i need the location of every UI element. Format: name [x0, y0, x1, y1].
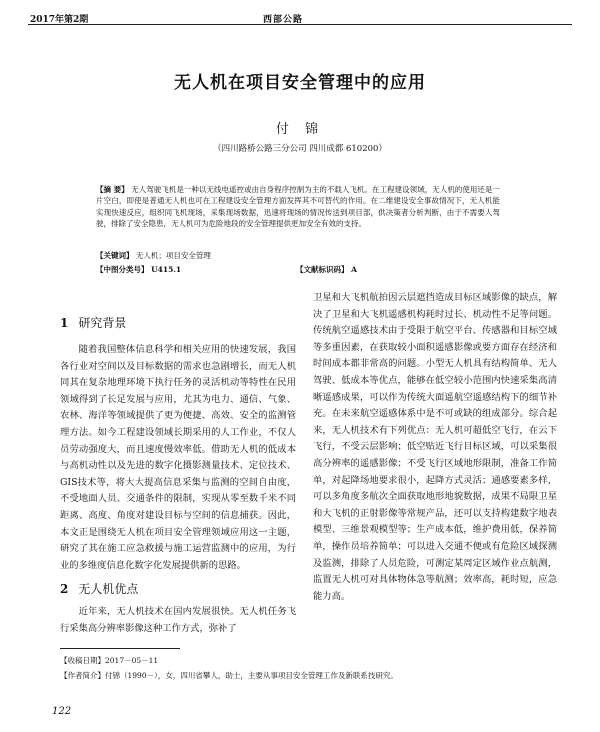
keywords-text: 无人机；项目安全管理 — [135, 251, 211, 260]
header-issue: 2017年第2期 — [30, 15, 89, 25]
section-number: 1 — [60, 316, 69, 330]
section-heading-2 — [60, 580, 138, 597]
section-title: 研究背景 — [78, 316, 127, 330]
keywords-label: 【关键词】 — [96, 251, 134, 260]
body-paragraph: 近年来，无人机技术在国内发展很快。无人机任务飞行采集高分辨率影像这种工作方式，弥补了 — [60, 606, 296, 634]
doc-code — [296, 264, 357, 275]
author-name: 付 锦 — [275, 122, 325, 137]
keywords — [96, 250, 500, 261]
clc-label: 【中图分类号】 — [96, 265, 149, 274]
body-paragraph: 随着我国整体信息科学和相关应用的快速发展，我国各行业对空间以及目标数据的需求也急剧增长，而无人机同其在复杂地理环境下执行任务的灵活机动等特性在民用领域得到了长足发展与应用，尤其为电力、通信、气象、农林、海洋等领域提供了更为便捷、高效、安全的监测管理方法。如今工程建设领域长期采用的人工作业，不仅人员劳动强度大，而且速度慢效率低。借助无人机的低成本与高机动性以及先进的数字化摄影测量技术、定位技术、GIS技术等，将大大提高信息采集与监测的空间自由度，不受地面人员、交通条件的限制，实现从零至数千米不同距离、高度、角度对建设目标与空间的信息捕获。因此，本文正是围绕无人机在项目安全管理领域应用这一主题，研究了其在施工应急救援与施工运营监测中的应用，为行业的多维度信息化数字化发展提供新的思路。 — [60, 344, 296, 571]
body-column-left-continued — [60, 604, 296, 637]
classification-row — [96, 264, 500, 275]
page-number: 122 — [52, 706, 72, 717]
header-journal-name: 西部公路 — [263, 15, 304, 25]
article-title: 无人机在项目安全管理中的应用 — [174, 73, 426, 93]
doc-code-label: 【文献标识码】 — [296, 265, 349, 274]
abstract-label: 【摘 要】 — [96, 185, 129, 194]
section-title: 无人机优点 — [78, 582, 139, 596]
body-paragraph: 卫星和大飞机航拍因云层遮挡造成目标区域影像的缺点，解决了卫星和大飞机遥感机构耗时过长、机动性不足等问题。传统航空遥感技术由于受限于航空平台、传感器和目标空域等多重因素，在获取较小面积遥感影像或要方面存在经济和时间成本都非常高的问题。小型无人机具有结构简单、无人驾驶、低成本等优点，能够在低空较小范围内快速采集高清晰遥感成果，可以作为传统大面遥航空遥感结构下的细节补充。在未来航空遥感体系中是不可或缺的组成部分。综合起来，无人机技术有下列优点：无人机可超低空飞行，在云下飞行，不受云层影响；低空贴近飞行目标区域，可以采集很高分辨率的遥感影像；不受飞行区域地形限制，准备工作简单，对起降场地要求很小，起降方式灵活；通感要素多样，可以多角度多航次全面获取地形地貌数据，成果不局限卫星和大飞机的正射影像等常规产品，还可以支持构建数字地表模型、三维景观模型等；生产成本低，维护费用低，保养简单，操作员培养简单；可以进入交通不便或有危险区域探测及监测，排除了人员危险，可测定某周定区域作业点航测，监置无人机可对具体物体急等航测；效率高，耗时短，应急能力高。 — [313, 292, 557, 602]
abstract-text: 无人驾驶飞机是一种以无线电遥控或由自身程序控制为主的不载人飞机。在工程建设领域，无人机的使用还是一片空白，即使是普通无人机也可在工程建设安全管理方面发挥其不可替代的作用。在二维建设安全事故情况下，无人机能实现快速反应，组织同飞机现场，采集现场数据，迅速将现场的情况传送到项目部，供决策者分析判断，由于不需要人驾驶，排除了安全隐患，无人机可为危险地段的安全管理提供更加安全有效的支持。 — [96, 185, 500, 229]
doc-code-value: A — [351, 265, 357, 274]
author-affiliation: （四川路桥公路三分公司 四川成都 610200） — [213, 144, 387, 154]
section-heading-1 — [60, 314, 126, 331]
body-column-right — [313, 290, 557, 605]
footnote-author-bio: 【作者简介】付锦（1990－），女，四川省攀人，助士，主要从事项目安全管理工作及新联系技研究。 — [60, 671, 398, 680]
section-number: 2 — [60, 582, 69, 596]
footnote-rule — [60, 648, 180, 649]
abstract — [96, 184, 500, 230]
clc-value: U415.1 — [151, 265, 182, 274]
footnote-received-date: 【收稿日期】2017－05－11 — [60, 656, 159, 665]
body-column-left — [60, 342, 296, 574]
header-rule — [28, 24, 572, 25]
